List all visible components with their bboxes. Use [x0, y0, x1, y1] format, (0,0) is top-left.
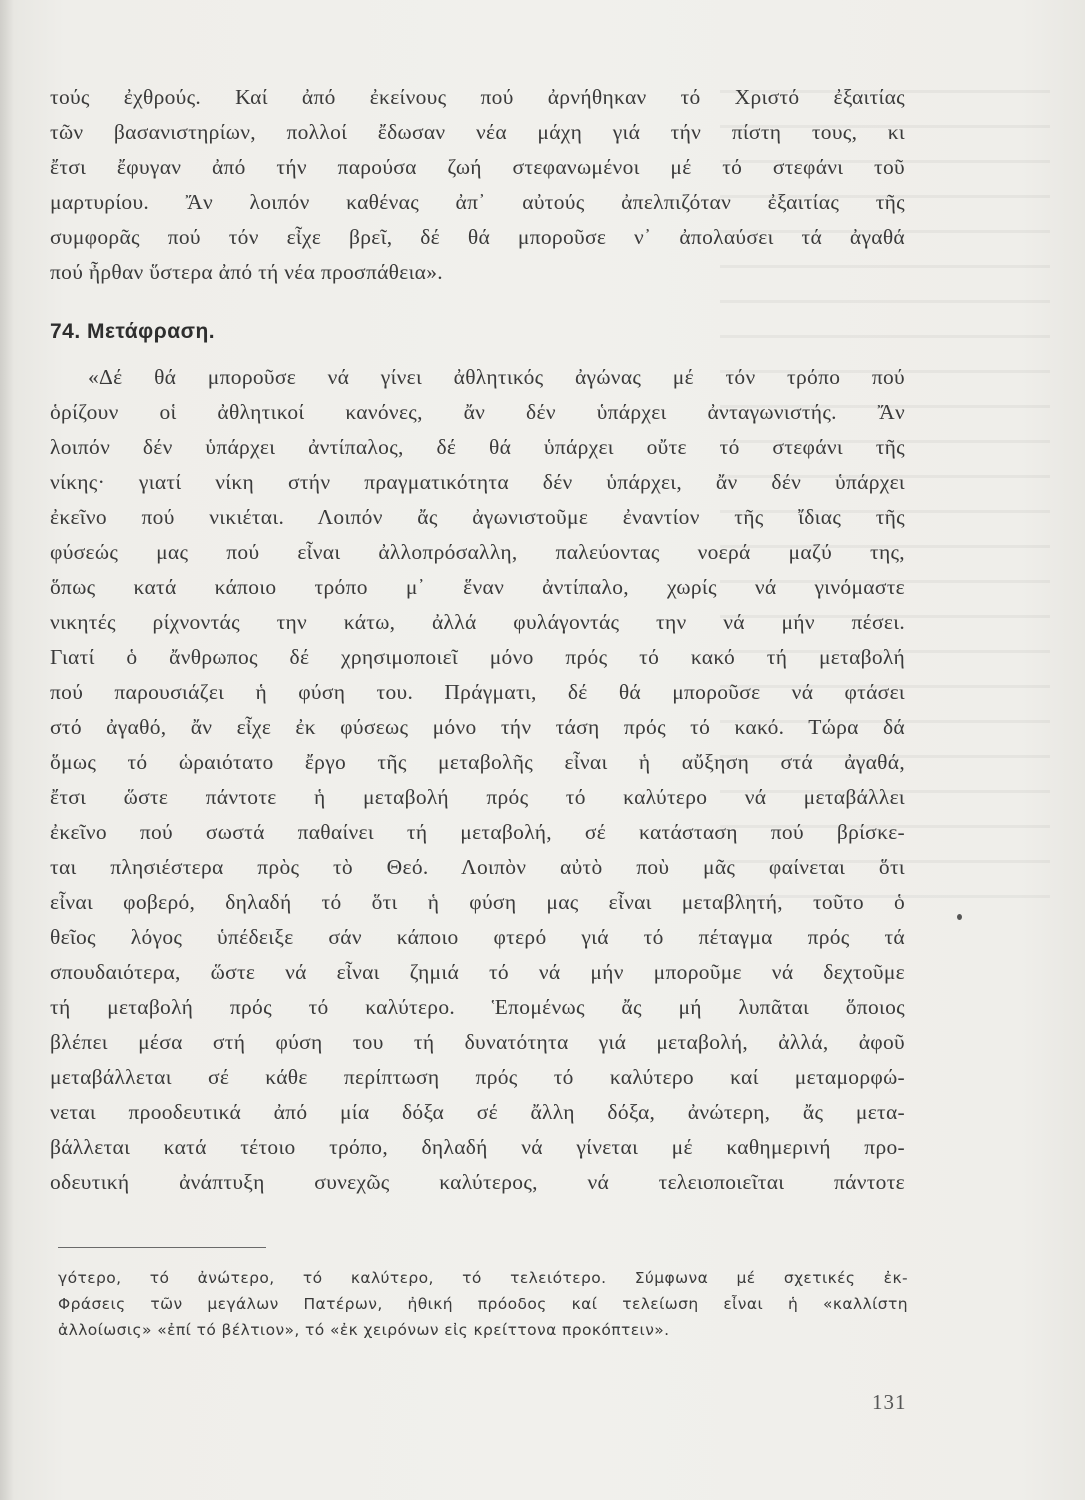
body-line: ὁρίζουν οἱ ἀθλητικοί κανόνες, ἄν δέν ὑπάρχει ἀνταγωνιστής. Ἄν [50, 400, 905, 424]
body-line: σπουδαιότερα, ὥστε νά εἶναι ζημιά τό νά μήν μποροῦμε νά δεχτοῦμε [50, 960, 905, 984]
body-line: τούς ἐχθρούς. Καί ἀπό ἐκείνους πού ἀρνήθηκαν τό Χριστό ἐξαιτίας [50, 85, 905, 109]
body-line: λοιπόν δέν ὑπάρχει ἀντίπαλος, δέ θά ὑπάρχει οὔτε τό στεφάνι τῆς [50, 435, 905, 459]
body-line: θεῖος λόγος ὑπέδειξε σάν κάποιο φτερό γιά τό πέταγμα πρός τά [50, 925, 905, 949]
body-line: ὅπως κατά κάποιο τρόπο μ᾽ ἕναν ἀντίπαλο, χωρίς νά γινόμαστε [50, 575, 905, 599]
body-line: βλέπει μέσα στή φύση του τή δυνατότητα γιά μεταβολή, ἀλλά, ἀφοῦ [50, 1030, 905, 1054]
page-edge-shadow [0, 0, 14, 1500]
body-line: ἔτσι ὥστε πάντοτε ἡ μεταβολή πρός τό καλύτερο νά μεταβάλλει [50, 785, 905, 809]
body-line: ὅμως τό ὡραιότατο ἔργο τῆς μεταβολῆς εἶναι ἡ αὔξηση στά ἀγαθά, [50, 750, 905, 774]
footnote-line: ἀλλοίωσις» «ἐπί τό βέλτιον», τό «ἐκ χειρόνων εἰς κρείττονα προκόπτειν». [58, 1321, 670, 1339]
body-line: τή μεταβολή πρός τό καλύτερο. Ἑπομένως ἄς μή λυπᾶται ὅποιος [50, 995, 905, 1019]
body-line: νεται προοδευτικά ἀπό μία δόξα σέ ἄλλη δόξα, ἀνώτερη, ἄς μετα- [50, 1100, 905, 1124]
body-line: πού ἦρθαν ὕστερα ἀπό τή νέα προσπάθεια». [50, 260, 443, 284]
body-line: ἐκεῖνο πού σωστά παθαίνει τή μεταβολή, σέ κατάσταση πού βρίσκε- [50, 820, 905, 844]
body-line: Γιατί ὁ ἄνθρωπος δέ χρησιμοποιεῖ μόνο πρός τό κακό τή μεταβολή [50, 645, 905, 669]
body-line: συμφορᾶς πού τόν εἶχε βρεῖ, δέ θά μποροῦσε ν᾽ ἀπολαύσει τά ἀγαθά [50, 225, 905, 249]
body-line: μεταβάλλεται σέ κάθε περίπτωση πρός τό καλύτερο καί μεταμορφώ- [50, 1065, 905, 1089]
body-line: βάλλεται κατά τέτοιο τρόπο, δηλαδή νά γίνεται μέ καθημερινή προ- [50, 1135, 905, 1159]
body-line: «Δέ θά μποροῦσε νά γίνει ἀθλητικός ἀγώνας μέ τόν τρόπο πού [88, 365, 905, 389]
footnote-line: γότερο, τό ἀνώτερο, τό καλύτερο, τό τελειότερο. Σύμφωνα μέ σχετικές ἐκ- [58, 1269, 908, 1287]
body-line: τῶν βασανιστηρίων, πολλοί ἔδωσαν νέα μάχη γιά τήν πίστη τους, κι [50, 120, 905, 144]
body-line: στό ἀγαθό, ἄν εἶχε ἐκ φύσεως μόνο τήν τάση πρός τό κακό. Τώρα δά [50, 715, 905, 739]
page-number: 131 [872, 1390, 907, 1414]
footnote-divider [58, 1247, 266, 1248]
body-line: μαρτυρίου. Ἄν λοιπόν καθένας ἀπ᾽ αὐτούς ἀπελπιζόταν ἐξαιτίας τῆς [50, 190, 905, 214]
body-line: εἶναι φοβερό, δηλαδή τό ὅτι ἡ φύση μας εἶναι μεταβλητή, τοῦτο ὁ [50, 890, 905, 914]
section-heading: 74. Μετάφραση. [50, 320, 216, 343]
footnote-line: Φράσεις τῶν μεγάλων Πατέρων, ἠθική πρόοδος καί τελείωση εἶναι ἡ «καλλίστη [58, 1295, 908, 1313]
ink-speck [957, 914, 962, 920]
body-line: ται πλησιέστερα πρὸς τὸ Θεό. Λοιπὸν αὐτὸ ποὺ μᾶς φαίνεται ὅτι [50, 855, 905, 879]
body-line: ἔτσι ἔφυγαν ἀπό τήν παρούσα ζωή στεφανωμένοι μέ τό στεφάνι τοῦ [50, 155, 905, 179]
body-line: φύσεώς μας πού εἶναι ἀλλοπρόσαλλη, παλεύοντας νοερά μαζύ της, [50, 540, 905, 564]
body-line: πού παρουσιάζει ἡ φύση του. Πράγματι, δέ θά μποροῦσε νά φτάσει [50, 680, 905, 704]
body-line: οδευτική ἀνάπτυξη συνεχῶς καλύτερος, νά τελειοποιεῖται πάντοτε [50, 1170, 905, 1194]
body-line: νίκης· γιατί νίκη στήν πραγματικότητα δέν ὑπάρχει, ἄν δέν ὑπάρχει [50, 470, 905, 494]
body-line: νικητές ρίχνοντάς την κάτω, ἀλλά φυλάγοντάς την νά μήν πέσει. [50, 610, 905, 634]
body-line: ἐκεῖνο πού νικιέται. Λοιπόν ἄς ἀγωνιστοῦμε ἐναντίον τῆς ἴδιας τῆς [50, 505, 905, 529]
